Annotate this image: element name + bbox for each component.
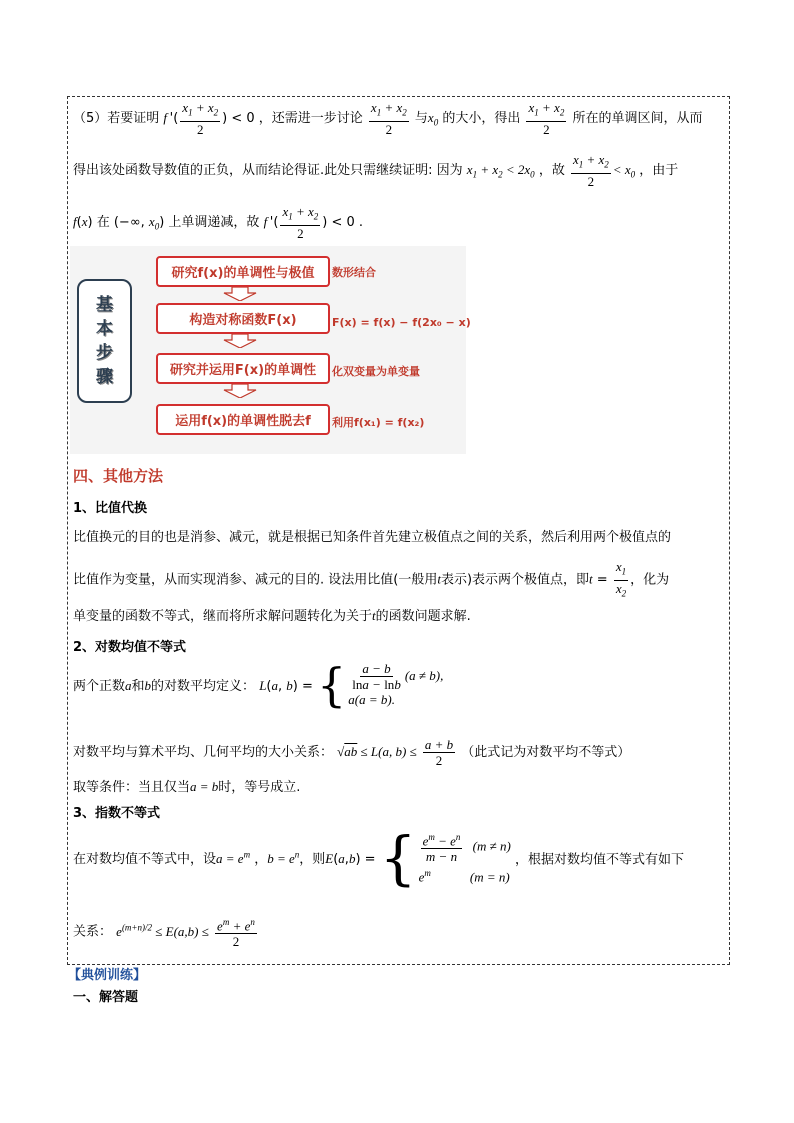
subsection-title: 3、指数不等式 <box>73 806 161 821</box>
example-training-heading: 【典例训练】 <box>68 968 147 983</box>
fraction: $\frac{x_1 + x_2}{2}$ <box>182 100 219 137</box>
down-arrow-icon <box>222 384 258 398</box>
text: 的大小，得出 <box>442 110 521 126</box>
log-mean-definition: 两个正数a和b的对数平均定义： L(a, b) = { $\frac{a - b}{\ln a - \ln b}$ (a ≠ b), a(a = b). <box>73 657 444 712</box>
text: ，还需进一步讨论 <box>258 110 363 126</box>
fraction: $\frac{x_1}{x_2}$ <box>615 559 627 599</box>
step-note-3: 化双变量为单变量 <box>332 365 420 378</box>
text: 与 <box>414 110 428 126</box>
step-4: 运用f(x)的单调性脱去f <box>156 404 330 435</box>
step-1: 研究f(x)的单调性与极值 <box>156 256 330 287</box>
text: 上单调递减，故 <box>168 214 260 230</box>
basic-steps-tag: 基 本 步 骤 <box>77 279 132 403</box>
text: （5）若要证明 <box>73 110 160 126</box>
paragraph-line: 比值作为变量，从而实现消参、减元的目的. 设法用比值(一般用t表示)表示两个极值点，即t = $\frac{x_1}{x_2}$ ，化为 <box>73 559 669 601</box>
down-arrow-icon <box>222 334 258 348</box>
log-mean-inequality: 对数平均与算术平均、几何平均的大小关系： √ab ≤ L(a, b) ≤ $\frac{a + b}{2}$ （此式记为对数平均不等式） <box>73 737 631 768</box>
fraction: $\frac{e^m + e^n}{2}$ <box>217 917 255 950</box>
step-note-1: 数形结合 <box>332 266 376 279</box>
fraction: $\frac{e^m - e^n}{m - n}$ <box>422 832 461 865</box>
exp-definition: 在对数均值不等式中，设$a = e^m$ ，$b = e^n$，则E(a,b) = { $\frac{e^m - e^n}{m - n}$ (m ≠ n) $e^m$ (m = n) ，根据对数均值不等式有如下 <box>73 823 685 892</box>
text: 得出该处函数导数值的正负，从而结论得证.此处只需继续证明: 因为 <box>73 162 463 178</box>
question-section-heading: 一、解答题 <box>73 990 139 1005</box>
step-3: 研究并运用F(x)的单调性 <box>156 353 330 384</box>
basic-steps-diagram <box>70 246 471 454</box>
fraction: $\frac{x_1 + x_2}{2}$ <box>282 204 319 241</box>
section-title: 四、其他方法 <box>73 467 164 485</box>
fraction: $\frac{x_1 + x_2}{2}$ <box>528 100 565 137</box>
fraction: $\frac{a + b}{2}$ <box>424 737 454 768</box>
text: 所在的单调区间，从而 <box>572 110 703 126</box>
down-arrow-icon <box>222 287 258 301</box>
item5-line2: 得出该处函数导数值的正负，从而结论得证.此处只需继续证明: 因为 $x_1 + x_2 < 2x_0$ ，故 $\frac{x_1 + x_2}{2}$ < $x_0$ ，由于 <box>73 152 679 189</box>
item5-line1: （5）若要证明 f '( $\frac{x_1 + x_2}{2}$ ) < 0 ，还需进一步讨论 $\frac{x_1 + x_2}{2}$ 与$x_0$ 的大小，得出 $\frac{x_1 + x_2}{2}$ 所在的单调区间，从而 <box>73 100 703 137</box>
item5-line3: f(x) 在 (−∞, $x_0$) 上单调递减，故 f '( $\frac{x_1 + x_2}{2}$ ) < 0 . <box>73 204 364 241</box>
fraction: $\frac{a - b}{\ln a - \ln b}$ <box>352 661 401 692</box>
paragraph-line: 比值换元的目的也是消参、减元，就是根据已知条件首先建立极值点之间的关系，然后利用两个极值点的 <box>73 530 672 545</box>
text: ，故 <box>538 162 565 178</box>
subsection-title: 2、对数均值不等式 <box>73 640 187 655</box>
equality-condition: 取等条件：当且仅当a = b时，等号成立. <box>73 779 301 795</box>
step-note-2: F(x) = f(x) − f(2x₀ − x) <box>332 316 471 329</box>
fraction: $\frac{x_1 + x_2}{2}$ <box>370 100 407 137</box>
exp-inequality: 关系： $e^{(m+n)/2} \le E(a,b)$ ≤ $\frac{e^m + e^n}{2}$ <box>73 917 255 950</box>
step-2: 构造对称函数F(x) <box>156 303 330 334</box>
fraction: $\frac{x_1 + x_2}{2}$ <box>572 152 609 189</box>
paragraph-line: 单变量的函数不等式，继而将所求解问题转化为关于t的函数问题求解. <box>73 608 471 624</box>
step-note-4: 利用f(x₁) = f(x₂) <box>332 416 425 429</box>
text: 在 <box>96 214 110 230</box>
text: ，由于 <box>639 162 679 178</box>
subsection-title: 1、比值代换 <box>73 501 148 516</box>
